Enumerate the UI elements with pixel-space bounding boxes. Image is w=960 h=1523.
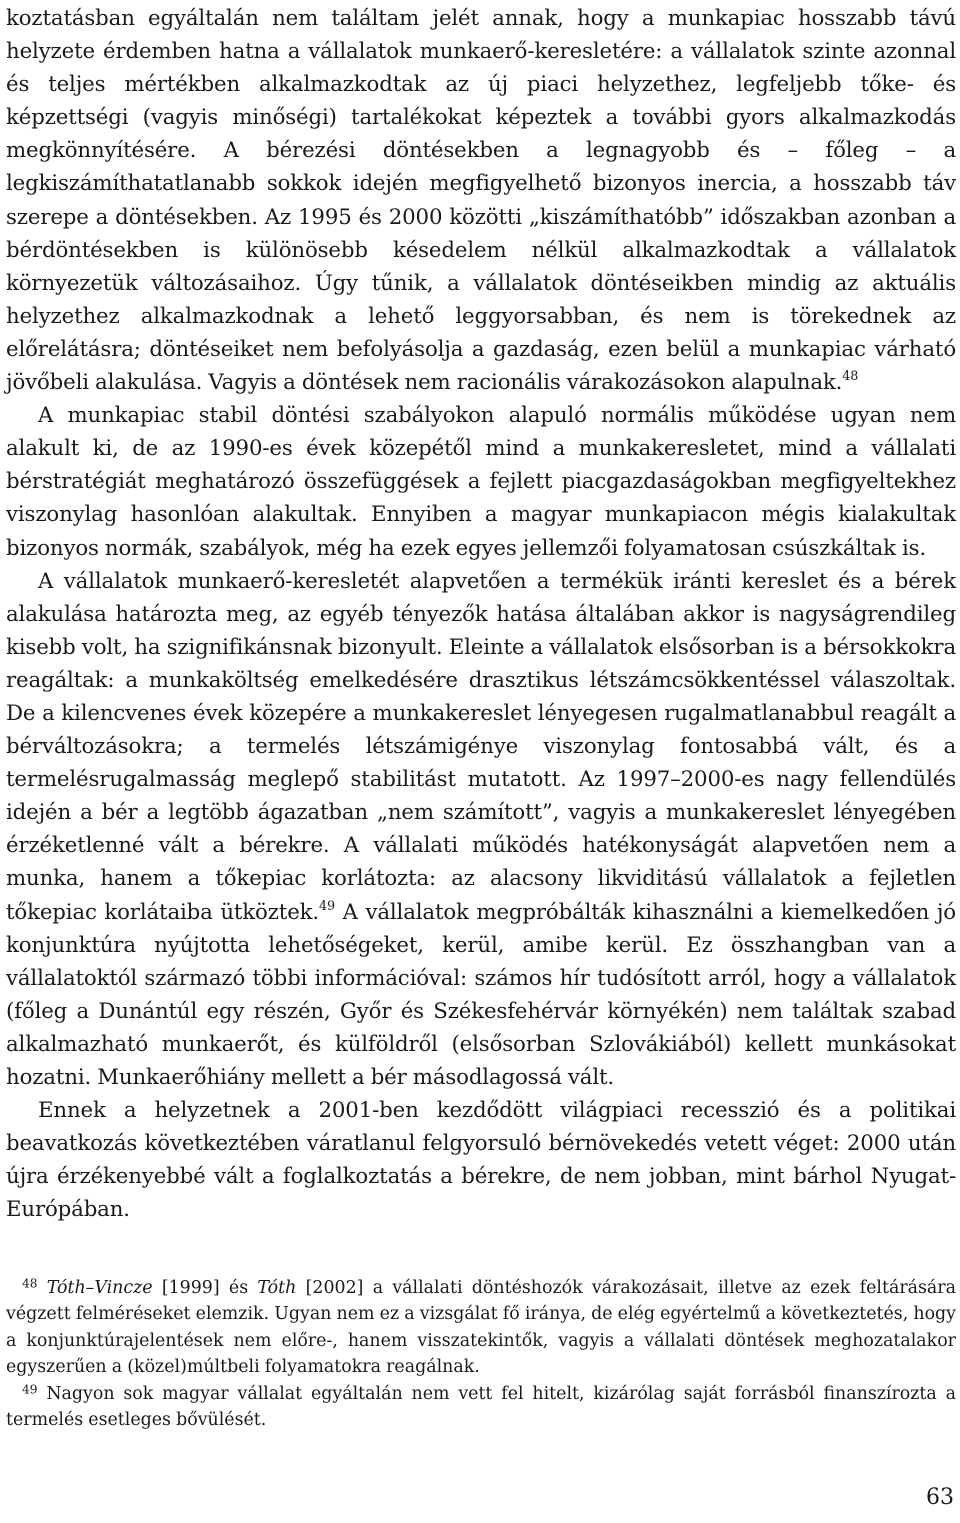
paragraph: Ennek a helyzetnek a 2001-ben kezdődött világpiaci recesszió és a politikai beavatkozás következtében váratlanul felgyorsuló bérnövekedés vetett véget: 2000 után újra érzékenyebbé vált a foglalkoztatás a bérekre, de nem jobban, mint bárhol Nyugat-Európában.	[6, 1098, 956, 1223]
main-text	[6, 2, 956, 1226]
page-number: 63	[926, 1485, 954, 1510]
cited-author: Tóth–Vincze	[46, 1278, 153, 1298]
paragraph: A munkapiac stabil döntési szabályokon alapuló normális működése ugyan nem alakult ki, de az 1990-es évek közepétől mind a munkakeresletet, mind a vállalati bérstratégiát meghatározó összefüggések a fejlett piacgazdaságokban megfigyeltekhez viszonylag hasonlóan alakultak. Ennyiben a magyar munkapiacon mégis kialakultak bizonyos normák, szabályok, még ha ezek egyes jellemzői folyamatosan csúszkáltak is.	[6, 403, 956, 561]
footnotes	[6, 1275, 956, 1433]
footnote-mark: 49	[22, 1382, 38, 1397]
paragraph: koztatásban egyáltalán nem találtam jelét annak, hogy a munkapiac hosszabb távú helyzete érdemben hatna a vállalatok munkaerő-keresletére: a vállalatok szinte azonnal és teljes mértékben alkalmazkodtak az új piaci helyzethez, legfeljebb tőke- és képzettségi (vagyis minőségi) tartalékokat képeztek a további gyors alkalmazkodás megkönnyítésére. A bérezési döntésekben a legnagyobb és – főleg – a legkiszámíthatatlanabb sokkok idején megfigyelhető bizonyos inercia, a hosszabb táv szerepe a döntésekben. Az 1995 és 2000 közötti „kiszámíthatóbb” időszakban azonban a bérdöntésekben is különösebb késedelem nélkül alkalmazkodtak a vállalatok környezetük változásaihoz. Úgy tűnik, a vállalatok döntéseikben mindig az aktuális helyzethez alkalmazkodnak a lehető leggyorsabban, és nem is törekednek az előrelátásra; döntéseiket nem befolyásolja a gazdaság, ezen belül a munkapiac várható jövőbeli alakulása. Vagyis a döntések nem racionális várakozásokon alapulnak.$^{48}$	[6, 6, 956, 396]
cited-author: Tóth	[257, 1278, 297, 1298]
footnote-ref-48[interactable]: 48	[842, 369, 859, 385]
footnote-ref-49[interactable]: 49	[319, 898, 335, 914]
footnote-mark: 48	[22, 1276, 38, 1291]
footnote-48: $^{48}$ Tóth–Vincze [1999] és Tóth [2002] a vállalati döntéshozók várakozásait, illetve az ezek feltárására végzett felméréseket elemzik. Ugyan nem ez a vizsgálat fő iránya, de elég egyértelmű a következtetés, hogy a konjunktúrajelentések nem előre-, hanem visszatekintők, vagyis a vállalati döntések meghozatalakor egyszerűen a (közel)múltbeli folyamatokra reagálnak.	[6, 1276, 956, 1378]
footnote-49: $^{49}$ Nagyon sok magyar vállalat egyáltalán nem vett fel hitelt, kizárólag saját forrásból finanszírozta a termelés esetleges bővülését.	[6, 1382, 956, 1431]
paragraph: A vállalatok munkaerő-keresletét alapvetően a termékük iránti kereslet és a bérek alakulása határozta meg, az egyéb tényezők hatása általában akkor is nagyságrendileg kisebb volt, ha szignifikánsnak bizonyult. Eleinte a vállalatok elsősorban is a bérsokkokra reagáltak: a munkaköltség emelkedésére drasztikus létszámcsökkentéssel válaszoltak. De a kilencvenes évek közepére a munkakereslet lényegesen rugalmatlanabbul reagált a bérváltozásokra; a termelés létszámigénye viszonylag fontosabbá vált, és a termelésrugalmasság meglepő stabilitást mutatott. Az 1997–2000-es nagy fellendülés idején a bér a legtöbb ágazatban „nem számított”, vagyis a munkakereslet lényegében érzéketlenné vált a bérekre. A vállalati működés hatékonyságát alapvetően nem a munka, hanem a tőkepiac korlátozta: az alacsony likviditású vállalatok a fejletlen tőkepiac korlátaiba ütköztek.$^{49}$ A vállalatok megpróbálták kihasználni a kiemelkedően jó konjunktúra nyújtotta lehetőségeket, kerül, amibe kerül. Ez összhangban van a vállalatoktól származó többi információval: számos hír tudósított arról, hogy a vállalatok (főleg a Dunántúl egy részén, Győr és Székesfehérvár környékén) nem találtak szabad alkalmazható munkaerőt, és külföldről (elsősorban Szlovákiából) kellett munkásokat hozatni. Munkaerőhiány mellett a bér másodlagossá vált.	[6, 568, 956, 1090]
